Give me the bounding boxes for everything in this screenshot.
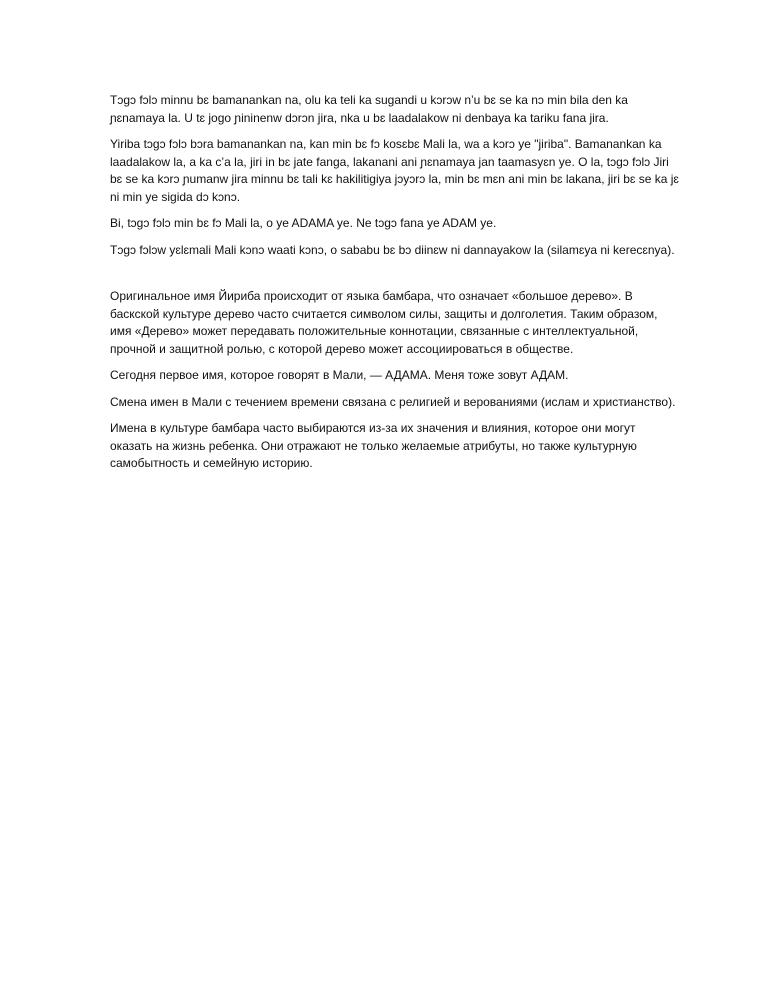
russian-section — [110, 288, 680, 473]
paragraph: Имена в культуре бамбара часто выбираются из-за их значения и влияния, которое они могут оказать на жизнь ребенка. Они отражают не только желаемые атрибуты, но также культурную самобытность и семейную историю. — [110, 421, 637, 470]
document-body — [110, 92, 680, 482]
paragraph: Bi, tɔgɔ fɔlɔ min bɛ fɔ Mali la, o ye ADAMA ye. Ne tɔgɔ fana ye ADAM ye. — [110, 216, 497, 230]
paragraph: Tɔgɔ fɔlɔw yɛlɛmali Mali kɔnɔ waati kɔnɔ, o sababu bɛ bɔ diinɛw ni dannayakow la (silamɛya ni kerecɛnya). — [110, 242, 675, 257]
paragraph: Yiriba tɔgɔ fɔlɔ bɔra bamanankan na, kan min bɛ fɔ kosɛbɛ Mali la, wa a kɔrɔ ye "jiriba". Bamanankan ka laadalakow la, a ka c’a la, jiri in bɛ jate fanga, lakanani ani ɲɛnamaya jan taamasyɛn ye. O la, tɔgɔ fɔlɔ Jiri bɛ se ka kɔrɔ ɲumanw jira minnu bɛ tali kɛ hakilitigiya jɔyɔrɔ la, min bɛ mɛn ani min bɛ lakana, jiri bɛ se ka jɛ ni min ye sigida dɔ kɔnɔ. — [110, 137, 679, 204]
paragraph: Сегодня первое имя, которое говорят в Мали, — АДАМА. Меня тоже зовут АДАМ. — [110, 368, 569, 382]
paragraph: Оригинальное имя Йириба происходит от языка бамбара, что означает «большое дерево». В баскской культуре дерево часто считается символом силы, защиты и долголетия. Таким образом, имя «Дерево» может передавать положительные коннотации, связанные с интеллектуальной, прочной и защитной ролью, с которой дерево может ассоциироваться в обществе. — [110, 289, 658, 356]
section-spacer — [110, 268, 680, 288]
paragraph: Смена имен в Мали с течением времени связана с религией и верованиями (ислам и христианство). — [110, 394, 676, 409]
bambara-section — [110, 92, 680, 259]
paragraph: Tɔgɔ fɔlɔ minnu bɛ bamanankan na, olu ka teli ka sugandi u kɔrɔw n’u bɛ se ka nɔ min bila den ka ɲɛnamaya la. U tɛ jogo ɲininenw dɔrɔn jira, nka u bɛ laadalakow ni denbaya ka tariku fana jira. — [110, 93, 628, 125]
